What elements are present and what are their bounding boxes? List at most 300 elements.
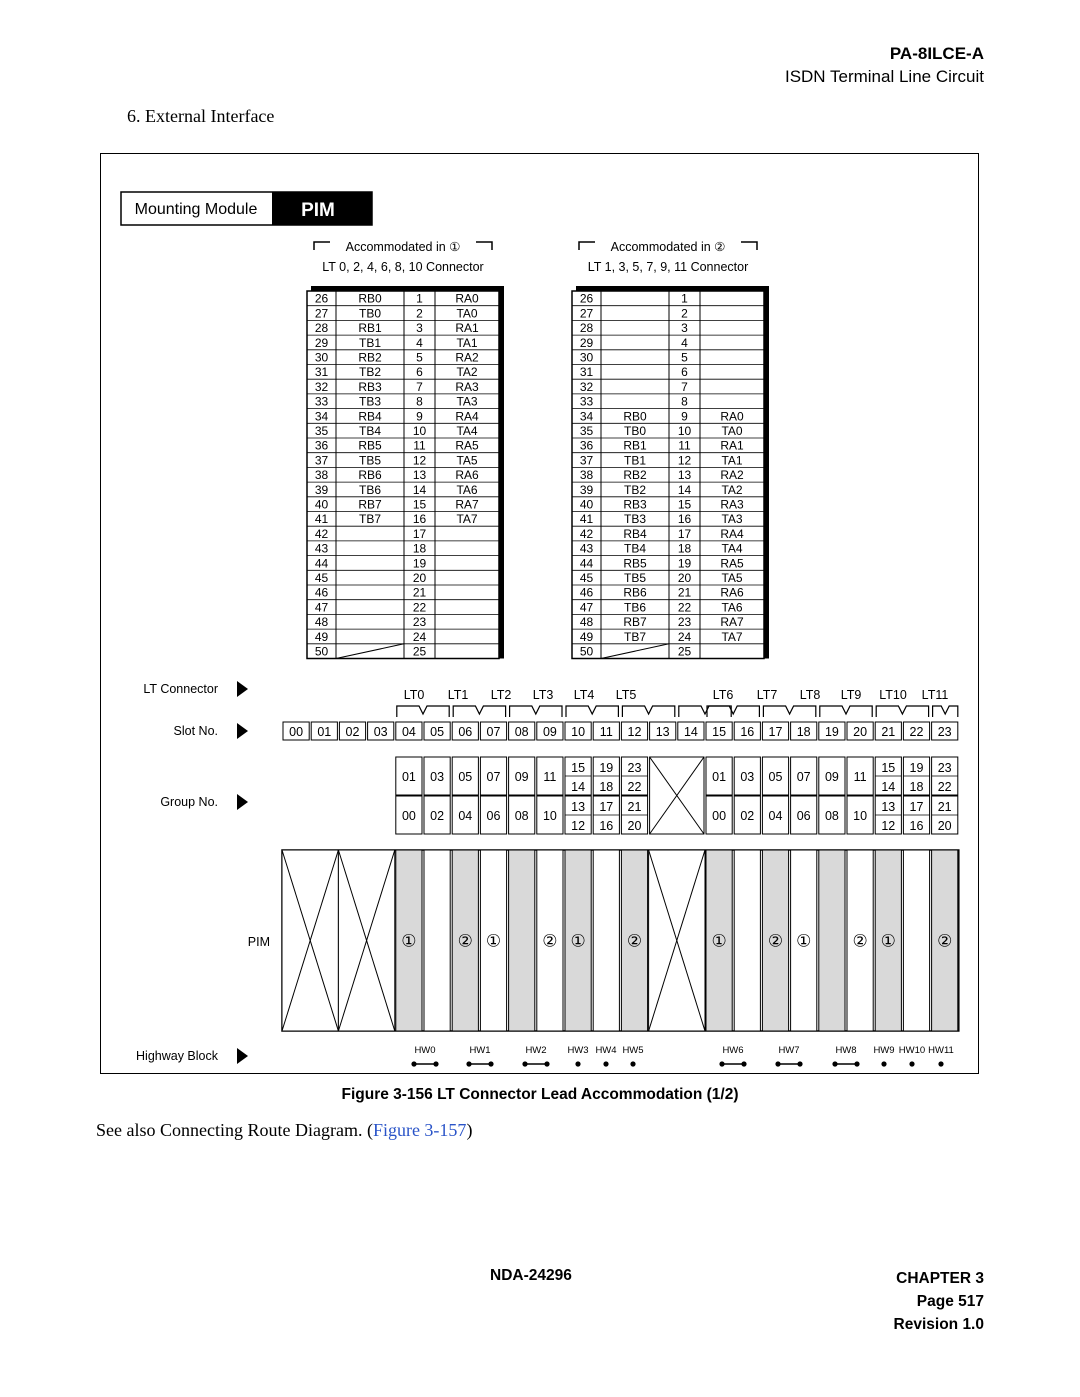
lt-bracket xyxy=(876,706,928,717)
right-connector-signal-right: TA7 xyxy=(721,629,743,644)
left-connector-pin-right: 12 xyxy=(412,453,427,468)
left-connector-signal-left: TB3 xyxy=(358,394,382,409)
pim-name-label: PIM xyxy=(301,200,335,221)
right-connector-pin-right: 19 xyxy=(677,556,692,571)
left-connector-pin-left: 32 xyxy=(314,379,329,394)
right-connector-pin-right: 24 xyxy=(677,629,692,644)
right-connector-signal-right: TA3 xyxy=(721,512,743,527)
highway-label: HW6 xyxy=(722,1045,744,1056)
left-group-number: 03 xyxy=(430,770,445,784)
footer-right xyxy=(894,1267,984,1336)
left-group-number: 09 xyxy=(514,770,529,784)
right-connector-pin-left: 48 xyxy=(579,615,594,630)
left-stack-number: 14 xyxy=(571,780,586,794)
left-stack-number: 22 xyxy=(627,780,642,794)
right-connector-pin-left: 31 xyxy=(579,365,594,380)
left-group-number: 01 xyxy=(401,770,416,784)
right-connector-pin-right: 17 xyxy=(677,526,692,541)
left-connector-signal-right: TA4 xyxy=(456,424,478,438)
left-connector-pin-right: 11 xyxy=(413,438,426,453)
right-connector-pin-left: 26 xyxy=(579,291,594,306)
left-connector-pin-left: 49 xyxy=(314,629,329,644)
right-connector-pin-left: 37 xyxy=(579,453,594,468)
right-stack-number: 23 xyxy=(937,761,952,775)
right-connector-pin-right: 10 xyxy=(677,424,692,438)
document-subtitle: ISDN Terminal Line Circuit xyxy=(784,67,984,86)
right-stack-number: 15 xyxy=(881,761,896,775)
left-group-number: 08 xyxy=(514,809,529,823)
right-connector-pin-left: 38 xyxy=(579,468,594,483)
right-stack-number: 14 xyxy=(881,780,896,794)
left-group-number: 06 xyxy=(486,809,501,823)
right-group-number: 04 xyxy=(768,809,783,823)
left-connector-pin-left: 50 xyxy=(314,644,329,659)
highway-label: HW10 xyxy=(898,1045,926,1056)
left-connector-signal-right: RA7 xyxy=(455,497,479,512)
slot-number: 04 xyxy=(401,725,416,739)
right-connector-pin-left: 41 xyxy=(579,512,594,527)
right-connector-pin-left: 39 xyxy=(579,482,594,497)
right-connector-pin-left: 44 xyxy=(579,556,594,571)
right-connector-pin-left: 42 xyxy=(579,526,594,541)
lt-bracket xyxy=(820,706,872,717)
left-connector-pin-right: 20 xyxy=(412,571,427,585)
left-connector-signal-left: TB1 xyxy=(358,335,382,350)
left-connector-pin-left: 37 xyxy=(314,453,329,468)
highway-single-dot xyxy=(909,1061,914,1066)
slot-number: 19 xyxy=(824,725,839,739)
right-connector-pin-right: 23 xyxy=(677,615,692,630)
left-stack-number: 16 xyxy=(599,819,614,833)
right-connector-pin-left: 30 xyxy=(579,350,594,365)
left-connector-pin-right: 19 xyxy=(412,556,427,571)
highway-single-dot xyxy=(938,1061,943,1066)
left-connector-pin-left: 35 xyxy=(314,424,329,438)
left-connector-signal-right: RA5 xyxy=(455,438,479,453)
right-group-number: 07 xyxy=(796,770,811,784)
slot-number: 21 xyxy=(881,725,896,739)
lt-bracket xyxy=(510,706,562,717)
right-connector-signal-left: TB4 xyxy=(623,541,647,556)
right-connector-pin-left: 47 xyxy=(579,600,594,615)
highway-label: HW1 xyxy=(469,1045,491,1056)
slot-number: 09 xyxy=(542,725,557,739)
right-connector-header-line1: Accommodated in ② xyxy=(610,240,726,254)
left-stack-number: 17 xyxy=(599,800,614,814)
left-stack-number: 13 xyxy=(571,800,586,814)
lt-bracket xyxy=(679,706,731,717)
left-connector-pin-left: 34 xyxy=(314,409,329,424)
highway-label: HW8 xyxy=(835,1045,857,1056)
left-connector-pin-left: 47 xyxy=(314,600,329,615)
row-label-highway-block: Highway Block xyxy=(136,1049,218,1063)
slot-number: 11 xyxy=(599,725,613,739)
left-group-number: 00 xyxy=(401,809,416,823)
highway-label: HW11 xyxy=(928,1045,954,1056)
left-stack-number: 19 xyxy=(599,761,614,775)
left-stack-number: 21 xyxy=(627,800,642,814)
left-connector-signal-left: RB1 xyxy=(358,321,382,336)
right-connector-signal-left: RB4 xyxy=(623,526,647,541)
right-connector-pin-left: 35 xyxy=(579,424,594,438)
lt-bracket xyxy=(763,706,815,717)
left-connector-signal-right: RA3 xyxy=(455,379,479,394)
row-label-pim: PIM xyxy=(247,935,270,949)
slot-number: 16 xyxy=(740,725,755,739)
left-connector-pin-left: 46 xyxy=(314,585,329,600)
left-group-number: 05 xyxy=(458,770,473,784)
pim-accommodation-marker: ① xyxy=(711,931,727,951)
slot-number: 03 xyxy=(373,725,388,739)
right-connector-pin-right: 4 xyxy=(681,335,688,350)
right-stack-number: 21 xyxy=(937,800,952,814)
right-connector-signal-left: RB7 xyxy=(623,615,647,630)
right-connector-pin-left: 49 xyxy=(579,629,594,644)
right-connector-signal-left: TB5 xyxy=(623,571,647,585)
right-connector-signal-right: TA2 xyxy=(721,482,743,497)
left-connector-signal-right: TA6 xyxy=(456,482,478,497)
right-connector-signal-right: RA1 xyxy=(720,438,744,453)
right-connector-signal-left: TB7 xyxy=(623,629,647,644)
left-connector-signal-left: RB4 xyxy=(358,409,382,424)
right-connector-pin-right: 5 xyxy=(681,350,688,365)
right-connector-header-line2: LT 1, 3, 5, 7, 9, 11 Connector xyxy=(587,260,749,274)
left-connector-signal-right: TA3 xyxy=(456,394,478,409)
right-connector-pin-left: 32 xyxy=(579,379,594,394)
highway-single-dot xyxy=(575,1061,580,1066)
right-connector-pin-left: 28 xyxy=(579,321,594,336)
pim-accommodation-marker: ② xyxy=(457,931,473,951)
row-label-lt-connector: LT Connector xyxy=(143,682,218,696)
left-connector-pin-right: 21 xyxy=(412,585,427,600)
left-connector-pin-right: 1 xyxy=(416,291,423,306)
right-connector-pin-right: 13 xyxy=(677,468,692,483)
right-connector-pin-right: 9 xyxy=(681,409,688,424)
highway-label: HW7 xyxy=(778,1045,800,1056)
left-connector-pin-right: 23 xyxy=(412,615,427,630)
left-connector-pin-right: 18 xyxy=(412,541,427,556)
right-connector-signal-right: RA5 xyxy=(720,556,744,571)
pim-slot-column xyxy=(734,850,760,1031)
right-group-number: 01 xyxy=(712,770,727,784)
right-stack-number: 20 xyxy=(937,819,952,833)
left-connector-signal-left: RB2 xyxy=(358,350,382,365)
left-connector-pin-left: 27 xyxy=(314,306,329,321)
figure-caption: Figure 3-156 LT Connector Lead Accommodation (1/2) xyxy=(341,1086,739,1103)
pim-accommodation-marker: ① xyxy=(570,931,586,951)
left-connector-pin-left: 41 xyxy=(314,512,329,527)
right-connector-pin-right: 16 xyxy=(677,512,692,527)
pim-accommodation-marker: ① xyxy=(485,931,502,951)
right-connector-signal-right: RA4 xyxy=(720,526,744,541)
lt-label: LT11 xyxy=(921,688,949,702)
mounting-module-label: Mounting Module xyxy=(134,201,258,218)
right-connector-signal-right: RA2 xyxy=(720,468,744,483)
right-stack-number: 19 xyxy=(909,761,924,775)
left-connector-pin-left: 36 xyxy=(314,438,329,453)
highway-label: HW0 xyxy=(414,1045,436,1056)
highway-label: HW2 xyxy=(525,1045,547,1056)
right-connector-signal-right: TA6 xyxy=(721,600,743,615)
left-connector-pin-left: 48 xyxy=(314,615,329,630)
left-group-number: 04 xyxy=(458,809,473,823)
lt-label: LT3 xyxy=(532,688,554,702)
left-connector-signal-left: TB7 xyxy=(358,512,382,527)
right-connector-signal-left: TB6 xyxy=(623,600,647,615)
right-connector-signal-right: RA3 xyxy=(720,497,744,512)
right-connector-pin-right: 8 xyxy=(681,394,688,409)
left-stack-number: 20 xyxy=(627,819,642,833)
left-stack-number: 15 xyxy=(571,761,586,775)
right-group-number: 02 xyxy=(740,809,755,823)
left-stack-number: 12 xyxy=(571,819,586,833)
lt-label: LT10 xyxy=(879,688,907,702)
right-connector-pin-right: 11 xyxy=(678,438,691,453)
pim-slot-column xyxy=(819,850,845,1031)
right-connector-signal-left: TB1 xyxy=(623,453,647,468)
left-group-number: 07 xyxy=(486,770,501,784)
right-connector-pin-left: 29 xyxy=(579,335,594,350)
left-connector-pin-right: 5 xyxy=(416,350,423,365)
right-connector-bracket-left xyxy=(579,242,595,250)
row-arrow-icon xyxy=(237,681,248,697)
slot-number: 17 xyxy=(768,725,783,739)
left-connector-pin-right: 15 xyxy=(412,497,427,512)
left-connector-signal-left: RB5 xyxy=(358,438,382,453)
left-connector-pin-left: 31 xyxy=(314,365,329,380)
lt-label: LT5 xyxy=(615,688,637,702)
pim-slot-column xyxy=(424,850,450,1031)
row-arrow-icon xyxy=(237,723,248,739)
right-group-number: 11 xyxy=(853,770,867,784)
left-connector-signal-right: TA5 xyxy=(456,453,478,468)
right-connector-pin-left: 34 xyxy=(579,409,594,424)
left-connector-pin-right: 3 xyxy=(416,321,423,336)
right-connector-signal-left: TB2 xyxy=(623,482,647,497)
left-connector-pin-right: 6 xyxy=(416,365,423,380)
left-connector-header-line1: Accommodated in ① xyxy=(345,240,461,254)
right-connector-pin-right: 14 xyxy=(677,482,692,497)
pim-accommodation-marker: ② xyxy=(542,931,558,951)
row-label-group-no: Group No. xyxy=(160,795,218,809)
right-connector-pin-right: 12 xyxy=(677,453,692,468)
left-connector-pin-right: 4 xyxy=(416,335,423,350)
left-connector-signal-right: RA1 xyxy=(455,321,479,336)
slot-number: 08 xyxy=(514,725,529,739)
slot-number: 15 xyxy=(712,725,727,739)
left-stack-number: 23 xyxy=(627,761,642,775)
right-stack-number: 13 xyxy=(881,800,896,814)
slot-number: 02 xyxy=(345,725,360,739)
right-connector-pin-right: 2 xyxy=(681,306,688,321)
left-connector-signal-left: RB0 xyxy=(358,291,382,306)
slot-number: 12 xyxy=(627,725,642,739)
lt-bracket xyxy=(397,706,449,717)
right-connector-signal-left: RB3 xyxy=(623,497,647,512)
lt-bracket xyxy=(622,706,674,717)
left-connector-signal-left: RB3 xyxy=(358,379,382,394)
slot-number: 22 xyxy=(909,725,924,739)
left-connector-pin-right: 7 xyxy=(416,379,423,394)
see-also-text xyxy=(96,1120,472,1141)
see-also-suffix: ) xyxy=(466,1120,473,1140)
left-connector-signal-right: TA2 xyxy=(456,365,478,380)
slot-number: 20 xyxy=(853,725,868,739)
right-connector-pin-left: 40 xyxy=(579,497,594,512)
slot-number: 13 xyxy=(655,725,670,739)
pim-slot-column xyxy=(509,850,535,1031)
right-connector-pin-right: 25 xyxy=(677,644,692,659)
lt-bracket xyxy=(933,706,958,717)
slot-number: 05 xyxy=(430,725,445,739)
highway-label: HW5 xyxy=(622,1045,644,1056)
pim-accommodation-marker: ② xyxy=(767,931,784,951)
left-connector-pin-right: 10 xyxy=(412,424,427,438)
right-connector-pin-right: 7 xyxy=(681,379,688,394)
left-group-number: 10 xyxy=(542,809,557,823)
left-connector-signal-right: RA4 xyxy=(455,409,479,424)
highway-single-dot xyxy=(630,1061,635,1066)
right-stack-number: 22 xyxy=(937,780,952,794)
right-connector-signal-right: RA7 xyxy=(720,615,744,630)
left-connector-signal-left: TB5 xyxy=(358,453,382,468)
right-stack-number: 12 xyxy=(881,819,896,833)
left-connector-pin-right: 8 xyxy=(416,394,423,409)
right-group-number: 00 xyxy=(712,809,727,823)
left-connector-signal-right: RA6 xyxy=(455,468,479,483)
right-connector-signal-right: TA5 xyxy=(721,571,743,585)
pim-accommodation-marker: ② xyxy=(626,931,643,951)
left-connector-pin-left: 40 xyxy=(314,497,329,512)
right-connector-pin-left: 46 xyxy=(579,585,594,600)
left-connector-pin-right: 16 xyxy=(412,512,427,527)
left-connector-pin-left: 29 xyxy=(314,335,329,350)
slot-number: 01 xyxy=(317,725,332,739)
slot-number: 14 xyxy=(683,725,698,739)
right-connector-signal-right: TA4 xyxy=(721,541,743,556)
left-connector-signal-right: TA7 xyxy=(456,512,478,527)
right-connector-pin-left: 43 xyxy=(579,541,594,556)
pim-accommodation-marker: ① xyxy=(880,931,896,951)
left-group-number: 11 xyxy=(543,770,557,784)
right-connector-signal-left: RB1 xyxy=(623,438,647,453)
left-connector-signal-left: TB2 xyxy=(358,365,382,380)
left-connector-signal-right: TA1 xyxy=(456,335,478,350)
right-connector-pin-left: 50 xyxy=(579,644,594,659)
left-connector-signal-left: RB6 xyxy=(358,468,382,483)
left-connector-pin-right: 9 xyxy=(416,409,423,424)
left-connector-pin-right: 24 xyxy=(412,629,427,644)
left-connector-bracket-right xyxy=(476,242,492,250)
lt-label: LT2 xyxy=(490,688,512,702)
left-connector-header-line2: LT 0, 2, 4, 6, 8, 10 Connector xyxy=(322,260,484,274)
left-group-number: 02 xyxy=(430,809,445,823)
left-connector-pin-right: 13 xyxy=(412,468,427,483)
highway-label: HW9 xyxy=(873,1045,895,1056)
left-connector-pin-right: 2 xyxy=(416,306,423,321)
right-group-number: 10 xyxy=(853,809,868,823)
left-connector-pin-left: 44 xyxy=(314,556,329,571)
left-connector-signal-left: TB4 xyxy=(358,424,382,438)
footer-doc-number: NDA-24296 xyxy=(490,1267,572,1284)
slot-number: 06 xyxy=(458,725,473,739)
row-arrow-icon xyxy=(237,794,248,810)
right-connector-pin-right: 3 xyxy=(681,321,688,336)
right-connector-signal-left: RB0 xyxy=(623,409,647,424)
right-group-number: 08 xyxy=(824,809,839,823)
right-connector-pin-right: 1 xyxy=(681,291,688,306)
slot-number: 18 xyxy=(796,725,811,739)
pim-accommodation-marker: ① xyxy=(401,931,417,951)
pim-slot-column xyxy=(593,850,619,1031)
section-heading: 6. External Interface xyxy=(127,106,275,126)
right-group-number: 06 xyxy=(796,809,811,823)
left-connector-signal-right: RA0 xyxy=(455,291,479,306)
right-connector-pin-left: 36 xyxy=(579,438,594,453)
footer-page: Page 517 xyxy=(916,1293,984,1310)
right-connector-signal-right: TA0 xyxy=(721,424,743,438)
lt-bracket xyxy=(453,706,505,717)
row-label-slot-no: Slot No. xyxy=(173,724,218,738)
right-connector-signal-right: RA6 xyxy=(720,585,744,600)
highway-label: HW4 xyxy=(595,1045,617,1056)
left-connector-pin-right: 22 xyxy=(412,600,427,615)
left-connector-signal-right: RA2 xyxy=(455,350,479,365)
right-connector-pin-left: 27 xyxy=(579,306,594,321)
footer-chapter: CHAPTER 3 xyxy=(896,1270,984,1287)
left-connector-pin-left: 28 xyxy=(314,321,329,336)
lt-label: LT9 xyxy=(840,688,862,702)
left-connector-pin-left: 45 xyxy=(314,571,329,585)
right-connector-signal-left: RB6 xyxy=(623,585,647,600)
left-stack-number: 18 xyxy=(599,780,614,794)
right-connector-pin-left: 33 xyxy=(579,394,594,409)
right-stack-number: 17 xyxy=(909,800,924,814)
right-connector-signal-left: RB2 xyxy=(623,468,647,483)
right-group-number: 05 xyxy=(768,770,783,784)
pim-accommodation-marker: ② xyxy=(937,931,953,951)
right-connector-pin-right: 20 xyxy=(677,571,692,585)
right-connector-signal-right: TA1 xyxy=(721,453,743,468)
left-connector-pin-right: 14 xyxy=(412,482,427,497)
pim-accommodation-marker: ② xyxy=(852,931,868,951)
lt-label: LT0 xyxy=(403,688,425,702)
document-title: PA-8ILCE-A xyxy=(889,44,984,63)
right-connector-pin-right: 6 xyxy=(681,365,688,380)
highway-single-dot xyxy=(603,1061,608,1066)
right-stack-number: 16 xyxy=(909,819,924,833)
pim-slot-column xyxy=(903,850,929,1031)
right-connector-pin-right: 21 xyxy=(677,585,692,600)
right-connector-signal-left: TB3 xyxy=(623,512,647,527)
right-connector-pin-right: 22 xyxy=(677,600,692,615)
left-connector-pin-left: 30 xyxy=(314,350,329,365)
slot-number: 10 xyxy=(571,725,586,739)
right-stack-number: 18 xyxy=(909,780,924,794)
right-group-number: 09 xyxy=(824,770,839,784)
right-connector-pin-left: 45 xyxy=(579,571,594,585)
row-arrow-icon xyxy=(237,1048,248,1064)
left-connector-signal-left: TB6 xyxy=(358,482,382,497)
slot-number: 07 xyxy=(486,725,501,739)
figure-link[interactable]: Figure 3-157 xyxy=(372,1120,467,1140)
see-also-prefix: See also Connecting Route Diagram. ( xyxy=(96,1120,373,1140)
lt-label: LT8 xyxy=(799,688,821,702)
lt-label: LT4 xyxy=(573,688,595,702)
right-connector-pin-right: 18 xyxy=(677,541,692,556)
right-connector-bracket-right xyxy=(741,242,757,250)
left-connector-pin-right: 17 xyxy=(412,526,427,541)
